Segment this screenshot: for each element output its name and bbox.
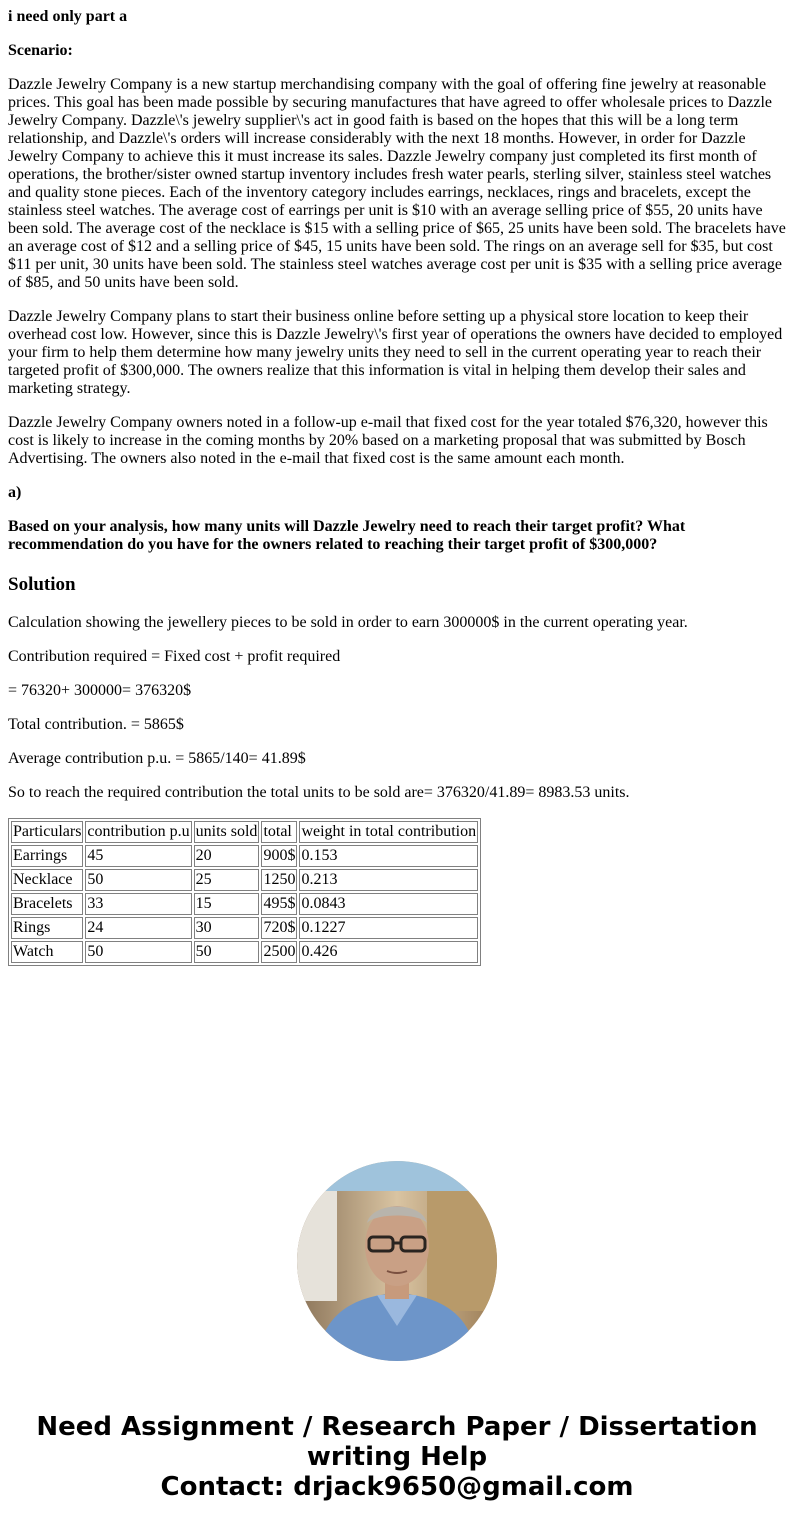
- table-header-row: [11, 821, 478, 843]
- table-cell: 1250: [261, 869, 297, 891]
- solution-heading: Solution: [8, 574, 76, 595]
- table-cell: 0.153: [299, 845, 478, 867]
- footer-contact-line: Contact: drjack9650@gmail.com: [160, 1472, 634, 1502]
- tutor-avatar: [297, 1161, 497, 1361]
- table-cell: 900$: [261, 845, 297, 867]
- part-question: Based on your analysis, how many units will Dazzle Jewelry need to reach their target profit? What recommendation do you have for the owners related to reaching their target profit of $300,000?: [8, 518, 686, 553]
- scenario-label: Scenario:: [8, 42, 73, 59]
- footer-line-2: writing Help: [306, 1442, 488, 1472]
- table-cell: 25: [194, 869, 260, 891]
- table-cell: Bracelets: [11, 893, 83, 915]
- table-cell: 33: [85, 893, 191, 915]
- table-header-cell: total: [261, 821, 297, 843]
- table-header-cell: contribution p.u: [85, 821, 191, 843]
- part-label: a): [8, 484, 22, 501]
- table-cell: 50: [194, 941, 260, 963]
- solution-line-3: = 76320+ 300000= 376320$: [8, 682, 192, 699]
- table-row: [11, 845, 478, 867]
- solution-line-6: So to reach the required contribution the total units to be sold are= 376320/41.89= 8983.53 units.: [8, 784, 630, 801]
- solution-line-1: Calculation showing the jewellery pieces to be sold in order to earn 300000$ in the current operating year.: [8, 614, 688, 631]
- table-cell: 50: [85, 941, 191, 963]
- table-cell: 2500: [261, 941, 297, 963]
- table-cell: 0.426: [299, 941, 478, 963]
- table-cell: 45: [85, 845, 191, 867]
- table-row: [11, 941, 478, 963]
- table-cell: 24: [85, 917, 191, 939]
- table-cell: 0.213: [299, 869, 478, 891]
- table-cell: 20: [194, 845, 260, 867]
- tutor-portrait-image: [297, 1161, 497, 1361]
- question-title: i need only part a: [8, 8, 128, 25]
- table-cell: Earrings: [11, 845, 83, 867]
- table-header-cell: weight in total contribution: [299, 821, 478, 843]
- table-cell: 50: [85, 869, 191, 891]
- table-row: [11, 893, 478, 915]
- table-cell: 30: [194, 917, 260, 939]
- scenario-paragraph-2: Dazzle Jewelry Company plans to start their business online before setting up a physical store location to keep their overhead cost low. However, since this is Dazzle Jewelry\'s first year of operations the owners have decided to employed your firm to help them determine how many jewelry units they need to sell in the current operating year to reach their targeted profit of $300,000. The owners realize that this information is vital in helping them develop their sales and marketing strategy.: [8, 308, 783, 397]
- table-header-cell: Particulars: [11, 821, 83, 843]
- table-cell: Watch: [11, 941, 83, 963]
- table-cell: 720$: [261, 917, 297, 939]
- table-row: [11, 917, 478, 939]
- table-cell: 0.1227: [299, 917, 478, 939]
- table-row: [11, 869, 478, 891]
- table-cell: 15: [194, 893, 260, 915]
- contribution-table: [8, 818, 481, 966]
- scenario-paragraph-1: Dazzle Jewelry Company is a new startup merchandising company with the goal of offering fine jewelry at reasonable prices. This goal has been made possible by securing manufactures that have agreed to offer wholesale prices to Dazzle Jewelry Company. Dazzle\'s jewelry supplier\'s act in good faith is based on the hopes that this will be a long term relationship, and Dazzle\'s orders will increase considerably with the next 18 months. However, in order for Dazzle Jewelry Company to achieve this it must increase its sales. Dazzle Jewelry company just completed its first month of operations, the brother/sister owned startup inventory includes fresh water pearls, sterling silver, stainless steel watches and quality stone pieces. Each of the inventory category includes earrings, necklaces, rings and bracelets, except the stainless steel watches. The average cost of earrings per unit is $10 with an average selling price of $55, 20 units have been sold. The average cost of the necklace is $15 with a selling price of $65, 25 units have been sold. The bracelets have an average cost of $12 and a selling price of $45, 15 units have been sold. The rings on an average sell for $35, but cost $11 per unit, 30 units have been sold. The stainless steel watches average cost per unit is $35 with a selling price average of $85, and 50 units have been sold.: [8, 76, 786, 291]
- table-cell: 495$: [261, 893, 297, 915]
- table-cell: Necklace: [11, 869, 83, 891]
- document-body: [0, 8, 794, 966]
- solution-line-2: Contribution required = Fixed cost + profit required: [8, 648, 341, 665]
- footer-line-1: Need Assignment / Research Paper / Dissertation: [36, 1412, 758, 1442]
- table-cell: Rings: [11, 917, 83, 939]
- scenario-paragraph-3: Dazzle Jewelry Company owners noted in a follow-up e-mail that fixed cost for the year totaled $76,320, however this cost is likely to increase in the coming months by 20% based on a marketing proposal that was submitted by Bosch Advertising. The owners also noted in the e-mail that fixed cost is the same amount each month.: [8, 414, 768, 467]
- solution-line-5: Average contribution p.u. = 5865/140= 41.89$: [8, 750, 306, 767]
- promo-footer: [0, 1412, 794, 1502]
- table-header-cell: units sold: [194, 821, 260, 843]
- solution-line-4: Total contribution. = 5865$: [8, 716, 184, 733]
- table-cell: 0.0843: [299, 893, 478, 915]
